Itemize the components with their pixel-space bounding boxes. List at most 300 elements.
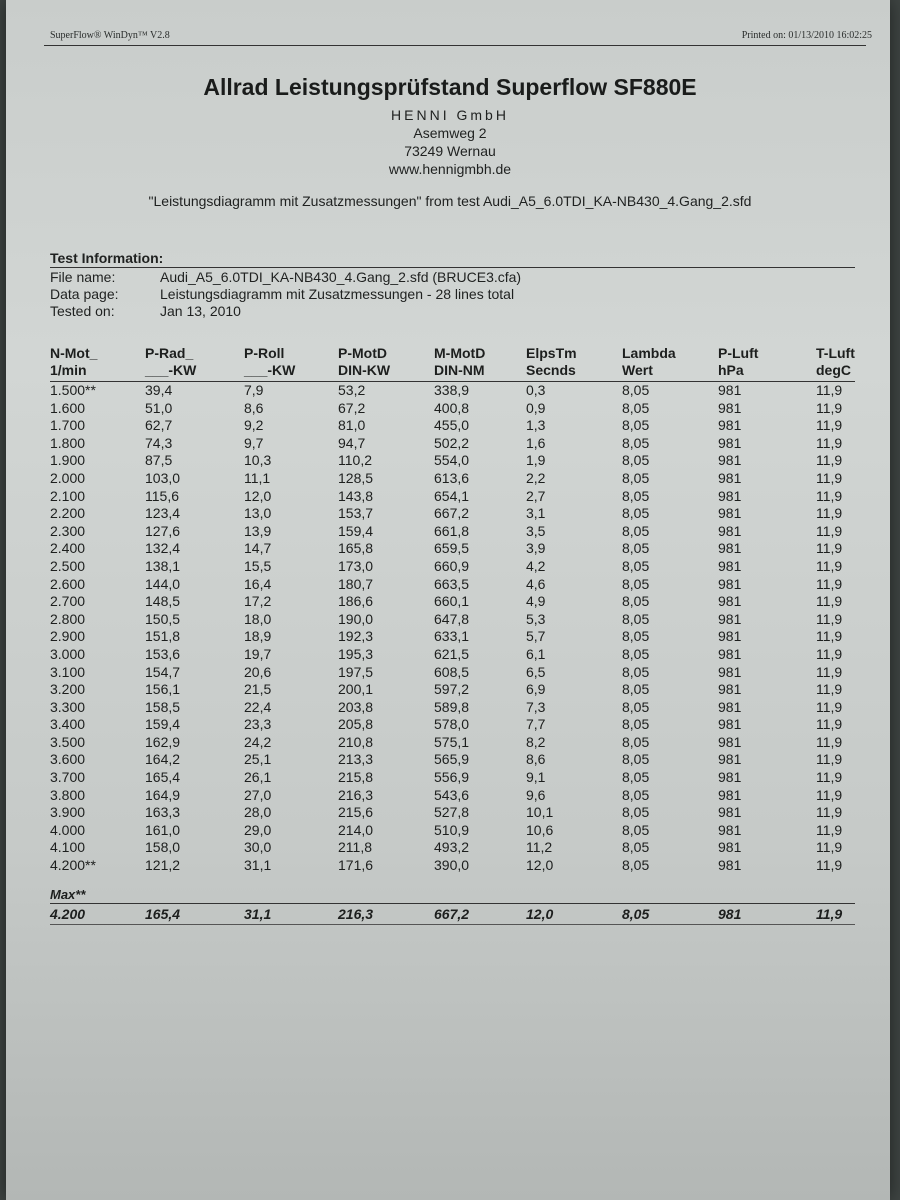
table-cell: 981 bbox=[718, 804, 742, 821]
table-cell: 8,05 bbox=[622, 610, 650, 627]
table-cell: 8,05 bbox=[622, 593, 650, 610]
column-header: T-Luft degC bbox=[816, 345, 855, 378]
table-cell: 51,0 bbox=[145, 399, 173, 416]
table-cell: 3.000 bbox=[50, 645, 86, 662]
tested-on-value: Jan 13, 2010 bbox=[160, 303, 241, 319]
document-title: Allrad Leistungsprüfstand Superflow SF880E bbox=[203, 74, 697, 100]
table-cell: 214,0 bbox=[338, 821, 374, 838]
max-cell: 216,3 bbox=[338, 905, 374, 922]
table-cell: 11,9 bbox=[816, 681, 843, 698]
table-cell: 663,5 bbox=[434, 575, 470, 592]
table-cell: 8,05 bbox=[622, 505, 650, 522]
table-cell: 8,05 bbox=[622, 382, 650, 398]
company-block bbox=[0, 106, 900, 178]
table-cell: 11,9 bbox=[816, 382, 843, 398]
table-cell: 13,0 bbox=[244, 505, 272, 522]
column-header: M-MotD DIN-NM bbox=[434, 345, 486, 378]
table-cell: 981 bbox=[718, 610, 742, 627]
table-cell: 94,7 bbox=[338, 434, 366, 451]
table-cell: 11,9 bbox=[816, 733, 843, 750]
table-row bbox=[50, 452, 860, 470]
report-subtitle: "Leistungsdiagramm mit Zusatzmessungen" from test Audi_A5_6.0TDI_KA-NB430_4.Gang_2.sfd bbox=[148, 193, 752, 209]
table-cell: 4.200** bbox=[50, 857, 96, 874]
table-cell: 4,9 bbox=[526, 593, 546, 610]
table-cell: 11,9 bbox=[816, 487, 843, 504]
table-cell: 981 bbox=[718, 469, 742, 486]
table-row bbox=[50, 716, 860, 734]
company-street: Asemweg 2 bbox=[413, 125, 487, 141]
table-cell: 8,05 bbox=[622, 522, 650, 539]
table-cell: 190,0 bbox=[338, 610, 374, 627]
table-cell: 11,9 bbox=[816, 716, 843, 733]
table-cell: 215,6 bbox=[338, 804, 374, 821]
table-cell: 554,0 bbox=[434, 452, 470, 469]
table-row bbox=[50, 839, 860, 857]
table-cell: 4.000 bbox=[50, 821, 86, 838]
table-cell: 27,0 bbox=[244, 786, 272, 803]
table-cell: 8,05 bbox=[622, 698, 650, 715]
table-cell: 3.800 bbox=[50, 786, 86, 803]
table-cell: 24,2 bbox=[244, 733, 272, 750]
table-cell: 3.400 bbox=[50, 716, 86, 733]
test-info-heading: Test Information: bbox=[50, 250, 164, 266]
table-cell: 21,5 bbox=[244, 681, 272, 698]
table-cell: 123,4 bbox=[145, 505, 181, 522]
table-row bbox=[50, 787, 860, 805]
table-cell: 1.500** bbox=[50, 382, 96, 398]
table-cell: 8,05 bbox=[622, 540, 650, 557]
table-end-divider bbox=[50, 924, 855, 925]
table-cell: 4.100 bbox=[50, 839, 86, 856]
max-cell: 4.200 bbox=[50, 905, 86, 922]
data-page-value: Leistungsdiagramm mit Zusatzmessungen - 28 lines total bbox=[160, 286, 515, 302]
table-cell: 11,9 bbox=[816, 839, 843, 856]
table-cell: 338,9 bbox=[434, 382, 470, 398]
table-cell: 18,9 bbox=[244, 628, 272, 645]
table-cell: 138,1 bbox=[145, 557, 181, 574]
table-cell: 8,05 bbox=[622, 575, 650, 592]
table-cell: 2.800 bbox=[50, 610, 86, 627]
table-cell: 981 bbox=[718, 751, 742, 768]
table-cell: 981 bbox=[718, 786, 742, 803]
table-cell: 81,0 bbox=[338, 417, 366, 434]
table-cell: 192,3 bbox=[338, 628, 374, 645]
table-cell: 565,9 bbox=[434, 751, 470, 768]
table-cell: 8,05 bbox=[622, 733, 650, 750]
table-cell: 173,0 bbox=[338, 557, 374, 574]
table-cell: 19,7 bbox=[244, 645, 272, 662]
table-cell: 13,9 bbox=[244, 522, 272, 539]
table-cell: 195,3 bbox=[338, 645, 374, 662]
table-cell: 205,8 bbox=[338, 716, 374, 733]
table-cell: 11,9 bbox=[816, 821, 843, 838]
max-row bbox=[50, 904, 860, 924]
table-cell: 110,2 bbox=[338, 452, 372, 469]
table-row bbox=[50, 488, 860, 506]
table-cell: 159,4 bbox=[145, 716, 181, 733]
table-row bbox=[50, 505, 860, 523]
table-cell: 589,8 bbox=[434, 698, 470, 715]
table-cell: 8,05 bbox=[622, 452, 650, 469]
table-cell: 3,9 bbox=[526, 540, 546, 557]
table-cell: 981 bbox=[718, 698, 742, 715]
table-cell: 151,8 bbox=[145, 628, 181, 645]
table-cell: 8,05 bbox=[622, 469, 650, 486]
table-cell: 981 bbox=[718, 557, 742, 574]
table-cell: 1.800 bbox=[50, 434, 86, 451]
table-cell: 981 bbox=[718, 452, 742, 469]
max-cell: 11,9 bbox=[816, 905, 843, 922]
table-cell: 2.600 bbox=[50, 575, 86, 592]
table-cell: 8,05 bbox=[622, 821, 650, 838]
table-cell: 981 bbox=[718, 434, 742, 451]
table-cell: 154,7 bbox=[145, 663, 181, 680]
table-cell: 527,8 bbox=[434, 804, 470, 821]
table-cell: 6,9 bbox=[526, 681, 546, 698]
table-cell: 87,5 bbox=[145, 452, 173, 469]
table-cell: 11,9 bbox=[816, 417, 843, 434]
table-cell: 164,2 bbox=[145, 751, 181, 768]
table-cell: 115,6 bbox=[145, 487, 179, 504]
table-row bbox=[50, 400, 860, 418]
table-cell: 981 bbox=[718, 821, 742, 838]
table-cell: 981 bbox=[718, 382, 742, 398]
table-row bbox=[50, 435, 860, 453]
table-cell: 3.900 bbox=[50, 804, 86, 821]
table-cell: 163,3 bbox=[145, 804, 181, 821]
table-cell: 203,8 bbox=[338, 698, 374, 715]
table-cell: 2.000 bbox=[50, 469, 86, 486]
table-cell: 9,7 bbox=[244, 434, 264, 451]
table-cell: 150,5 bbox=[145, 610, 181, 627]
table-cell: 7,7 bbox=[526, 716, 546, 733]
table-cell: 216,3 bbox=[338, 786, 374, 803]
table-row bbox=[50, 769, 860, 787]
table-cell: 597,2 bbox=[434, 681, 470, 698]
data-page-row bbox=[50, 285, 860, 302]
column-header: P-Luft hPa bbox=[718, 345, 759, 378]
table-cell: 660,9 bbox=[434, 557, 470, 574]
table-cell: 162,9 bbox=[145, 733, 181, 750]
table-row bbox=[50, 857, 860, 875]
table-cell: 8,05 bbox=[622, 645, 650, 662]
table-header bbox=[50, 345, 860, 381]
table-cell: 28,0 bbox=[244, 804, 272, 821]
table-cell: 161,0 bbox=[145, 821, 181, 838]
table-cell: 575,1 bbox=[434, 733, 470, 750]
max-cell: 12,0 bbox=[526, 905, 554, 922]
table-row bbox=[50, 611, 860, 629]
table-cell: 159,4 bbox=[338, 522, 374, 539]
table-cell: 25,1 bbox=[244, 751, 272, 768]
file-name-label: File name: bbox=[50, 269, 116, 285]
table-row bbox=[50, 664, 860, 682]
table-cell: 2.200 bbox=[50, 505, 86, 522]
file-name-value: Audi_A5_6.0TDI_KA-NB430_4.Gang_2.sfd (BRUCE3.cfa) bbox=[160, 269, 522, 285]
table-row bbox=[50, 382, 860, 400]
table-cell: 164,9 bbox=[145, 786, 181, 803]
table-cell: 22,4 bbox=[244, 698, 272, 715]
table-cell: 1,6 bbox=[526, 434, 546, 451]
table-cell: 16,4 bbox=[244, 575, 272, 592]
table-cell: 6,5 bbox=[526, 663, 546, 680]
table-cell: 10,1 bbox=[526, 804, 554, 821]
table-row bbox=[50, 751, 860, 769]
table-cell: 8,6 bbox=[526, 751, 546, 768]
table-cell: 1.600 bbox=[50, 399, 86, 416]
table-cell: 8,05 bbox=[622, 487, 650, 504]
table-cell: 8,05 bbox=[622, 663, 650, 680]
table-cell: 132,4 bbox=[145, 540, 181, 557]
table-cell: 3.600 bbox=[50, 751, 86, 768]
table-cell: 144,0 bbox=[145, 575, 181, 592]
table-cell: 1.700 bbox=[50, 417, 86, 434]
table-cell: 455,0 bbox=[434, 417, 470, 434]
table-cell: 213,3 bbox=[338, 751, 374, 768]
table-cell: 981 bbox=[718, 733, 742, 750]
table-cell: 127,6 bbox=[145, 522, 181, 539]
table-cell: 5,3 bbox=[526, 610, 546, 627]
table-cell: 11,9 bbox=[816, 522, 843, 539]
max-cell: 165,4 bbox=[145, 905, 181, 922]
company-city: 73249 Wernau bbox=[404, 143, 496, 159]
table-cell: 8,05 bbox=[622, 769, 650, 786]
table-cell: 8,05 bbox=[622, 839, 650, 856]
table-cell: 981 bbox=[718, 417, 742, 434]
table-cell: 6,1 bbox=[526, 645, 546, 662]
table-cell: 667,2 bbox=[434, 505, 470, 522]
table-cell: 153,7 bbox=[338, 505, 374, 522]
table-cell: 197,5 bbox=[338, 663, 374, 680]
table-cell: 165,8 bbox=[338, 540, 374, 557]
printed-timestamp: Printed on: 01/13/2010 16:02:25 bbox=[741, 30, 872, 41]
table-cell: 11,9 bbox=[816, 469, 843, 486]
table-cell: 400,8 bbox=[434, 399, 470, 416]
table-cell: 981 bbox=[718, 645, 742, 662]
table-cell: 613,6 bbox=[434, 469, 470, 486]
table-cell: 3.200 bbox=[50, 681, 86, 698]
max-cell: 8,05 bbox=[622, 905, 650, 922]
table-row bbox=[50, 576, 860, 594]
table-cell: 11,9 bbox=[816, 857, 843, 874]
table-cell: 8,05 bbox=[622, 857, 650, 874]
table-cell: 7,9 bbox=[244, 382, 264, 398]
table-cell: 11,1 bbox=[244, 469, 271, 486]
table-cell: 12,0 bbox=[526, 857, 554, 874]
table-cell: 8,05 bbox=[622, 751, 650, 768]
table-cell: 62,7 bbox=[145, 417, 173, 434]
table-cell: 981 bbox=[718, 487, 742, 504]
table-cell: 502,2 bbox=[434, 434, 470, 451]
table-cell: 8,05 bbox=[622, 557, 650, 574]
table-row bbox=[50, 540, 860, 558]
table-cell: 633,1 bbox=[434, 628, 470, 645]
tested-on-row bbox=[50, 302, 860, 319]
table-cell: 11,9 bbox=[816, 610, 843, 627]
table-cell: 981 bbox=[718, 716, 742, 733]
data-page-label: Data page: bbox=[50, 286, 119, 302]
table-row bbox=[50, 470, 860, 488]
table-cell: 156,1 bbox=[145, 681, 181, 698]
table-cell: 11,9 bbox=[816, 540, 843, 557]
table-cell: 981 bbox=[718, 505, 742, 522]
company-website: www.hennigmbh.de bbox=[388, 161, 512, 177]
table-cell: 8,05 bbox=[622, 804, 650, 821]
table-cell: 128,5 bbox=[338, 469, 374, 486]
table-cell: 29,0 bbox=[244, 821, 272, 838]
table-cell: 11,9 bbox=[816, 804, 843, 821]
table-row bbox=[50, 804, 860, 822]
table-row bbox=[50, 628, 860, 646]
table-cell: 171,6 bbox=[338, 857, 374, 874]
table-cell: 8,05 bbox=[622, 716, 650, 733]
table-cell: 11,9 bbox=[816, 663, 843, 680]
table-cell: 981 bbox=[718, 663, 742, 680]
table-cell: 12,0 bbox=[244, 487, 272, 504]
table-body bbox=[50, 382, 860, 875]
table-cell: 3.100 bbox=[50, 663, 86, 680]
table-cell: 3.300 bbox=[50, 698, 86, 715]
table-cell: 26,1 bbox=[244, 769, 272, 786]
table-cell: 11,9 bbox=[816, 645, 843, 662]
table-cell: 578,0 bbox=[434, 716, 470, 733]
software-name: SuperFlow® WinDyn™ V2.8 bbox=[50, 30, 170, 41]
table-cell: 10,3 bbox=[244, 452, 272, 469]
table-cell: 31,1 bbox=[244, 857, 272, 874]
table-cell: 9,1 bbox=[526, 769, 546, 786]
table-cell: 2.300 bbox=[50, 522, 86, 539]
table-row bbox=[50, 558, 860, 576]
table-cell: 15,5 bbox=[244, 557, 272, 574]
table-cell: 11,9 bbox=[816, 505, 843, 522]
table-cell: 981 bbox=[718, 769, 742, 786]
table-cell: 74,3 bbox=[145, 434, 173, 451]
table-cell: 660,1 bbox=[434, 593, 470, 610]
table-cell: 0,3 bbox=[526, 382, 546, 398]
table-cell: 8,05 bbox=[622, 786, 650, 803]
table-cell: 621,5 bbox=[434, 645, 470, 662]
table-cell: 1,3 bbox=[526, 417, 546, 434]
column-header: ElpsTm Secnds bbox=[526, 345, 577, 378]
table-row bbox=[50, 734, 860, 752]
table-cell: 3.500 bbox=[50, 733, 86, 750]
table-cell: 981 bbox=[718, 839, 742, 856]
table-cell: 11,9 bbox=[816, 399, 843, 416]
table-cell: 9,2 bbox=[244, 417, 264, 434]
column-header: P-MotD DIN-KW bbox=[338, 345, 391, 378]
table-cell: 67,2 bbox=[338, 399, 366, 416]
table-row bbox=[50, 681, 860, 699]
table-cell: 8,05 bbox=[622, 417, 650, 434]
table-cell: 103,0 bbox=[145, 469, 181, 486]
table-cell: 11,9 bbox=[816, 698, 843, 715]
table-cell: 5,7 bbox=[526, 628, 546, 645]
table-cell: 981 bbox=[718, 593, 742, 610]
table-row bbox=[50, 523, 860, 541]
column-header: Lambda Wert bbox=[622, 345, 676, 378]
table-cell: 211,8 bbox=[338, 839, 372, 856]
table-cell: 11,2 bbox=[526, 839, 553, 856]
table-cell: 981 bbox=[718, 628, 742, 645]
table-row bbox=[50, 593, 860, 611]
table-cell: 654,1 bbox=[434, 487, 470, 504]
table-cell: 11,9 bbox=[816, 575, 843, 592]
table-cell: 7,3 bbox=[526, 698, 546, 715]
table-cell: 158,5 bbox=[145, 698, 181, 715]
column-header: P-Roll ___-KW bbox=[244, 345, 296, 378]
max-label: Max** bbox=[50, 886, 86, 902]
table-cell: 11,9 bbox=[816, 452, 843, 469]
table-cell: 543,6 bbox=[434, 786, 470, 803]
column-header: P-Rad_ ___-KW bbox=[145, 345, 197, 378]
print-header bbox=[50, 30, 872, 44]
table-cell: 8,05 bbox=[622, 434, 650, 451]
table-cell: 2.700 bbox=[50, 593, 86, 610]
table-cell: 20,6 bbox=[244, 663, 272, 680]
table-cell: 11,9 bbox=[816, 434, 843, 451]
table-cell: 8,2 bbox=[526, 733, 546, 750]
table-cell: 608,5 bbox=[434, 663, 470, 680]
table-cell: 3,5 bbox=[526, 522, 546, 539]
table-cell: 11,9 bbox=[816, 786, 843, 803]
table-cell: 510,9 bbox=[434, 821, 470, 838]
table-cell: 200,1 bbox=[338, 681, 374, 698]
table-cell: 53,2 bbox=[338, 382, 366, 398]
max-cell: 31,1 bbox=[244, 905, 272, 922]
max-cell: 981 bbox=[718, 905, 742, 922]
table-cell: 981 bbox=[718, 575, 742, 592]
table-cell: 215,8 bbox=[338, 769, 374, 786]
table-cell: 165,4 bbox=[145, 769, 181, 786]
table-cell: 158,0 bbox=[145, 839, 181, 856]
company-name: HENNI GmbH bbox=[391, 107, 509, 123]
table-cell: 2,2 bbox=[526, 469, 546, 486]
table-cell: 17,2 bbox=[244, 593, 272, 610]
table-row bbox=[50, 822, 860, 840]
table-cell: 210,8 bbox=[338, 733, 374, 750]
table-cell: 148,5 bbox=[145, 593, 181, 610]
table-cell: 143,8 bbox=[338, 487, 374, 504]
table-cell: 1.900 bbox=[50, 452, 86, 469]
table-cell: 121,2 bbox=[145, 857, 181, 874]
table-cell: 4,6 bbox=[526, 575, 546, 592]
table-cell: 493,2 bbox=[434, 839, 470, 856]
tested-on-label: Tested on: bbox=[50, 303, 115, 319]
table-cell: 2.900 bbox=[50, 628, 86, 645]
table-cell: 8,05 bbox=[622, 399, 650, 416]
table-cell: 981 bbox=[718, 540, 742, 557]
table-cell: 1,9 bbox=[526, 452, 546, 469]
table-cell: 8,05 bbox=[622, 628, 650, 645]
table-cell: 180,7 bbox=[338, 575, 374, 592]
table-cell: 981 bbox=[718, 399, 742, 416]
table-cell: 11,9 bbox=[816, 751, 843, 768]
table-cell: 647,8 bbox=[434, 610, 470, 627]
table-cell: 186,6 bbox=[338, 593, 374, 610]
table-cell: 4,2 bbox=[526, 557, 546, 574]
table-cell: 661,8 bbox=[434, 522, 470, 539]
header-divider bbox=[44, 45, 866, 46]
table-cell: 11,9 bbox=[816, 769, 843, 786]
table-cell: 2.100 bbox=[50, 487, 86, 504]
column-header: N-Mot_ 1/min bbox=[50, 345, 98, 378]
table-cell: 3.700 bbox=[50, 769, 86, 786]
measurement-table bbox=[50, 345, 860, 925]
table-row bbox=[50, 646, 860, 664]
table-cell: 556,9 bbox=[434, 769, 470, 786]
test-information bbox=[50, 250, 860, 319]
table-cell: 11,9 bbox=[816, 628, 843, 645]
